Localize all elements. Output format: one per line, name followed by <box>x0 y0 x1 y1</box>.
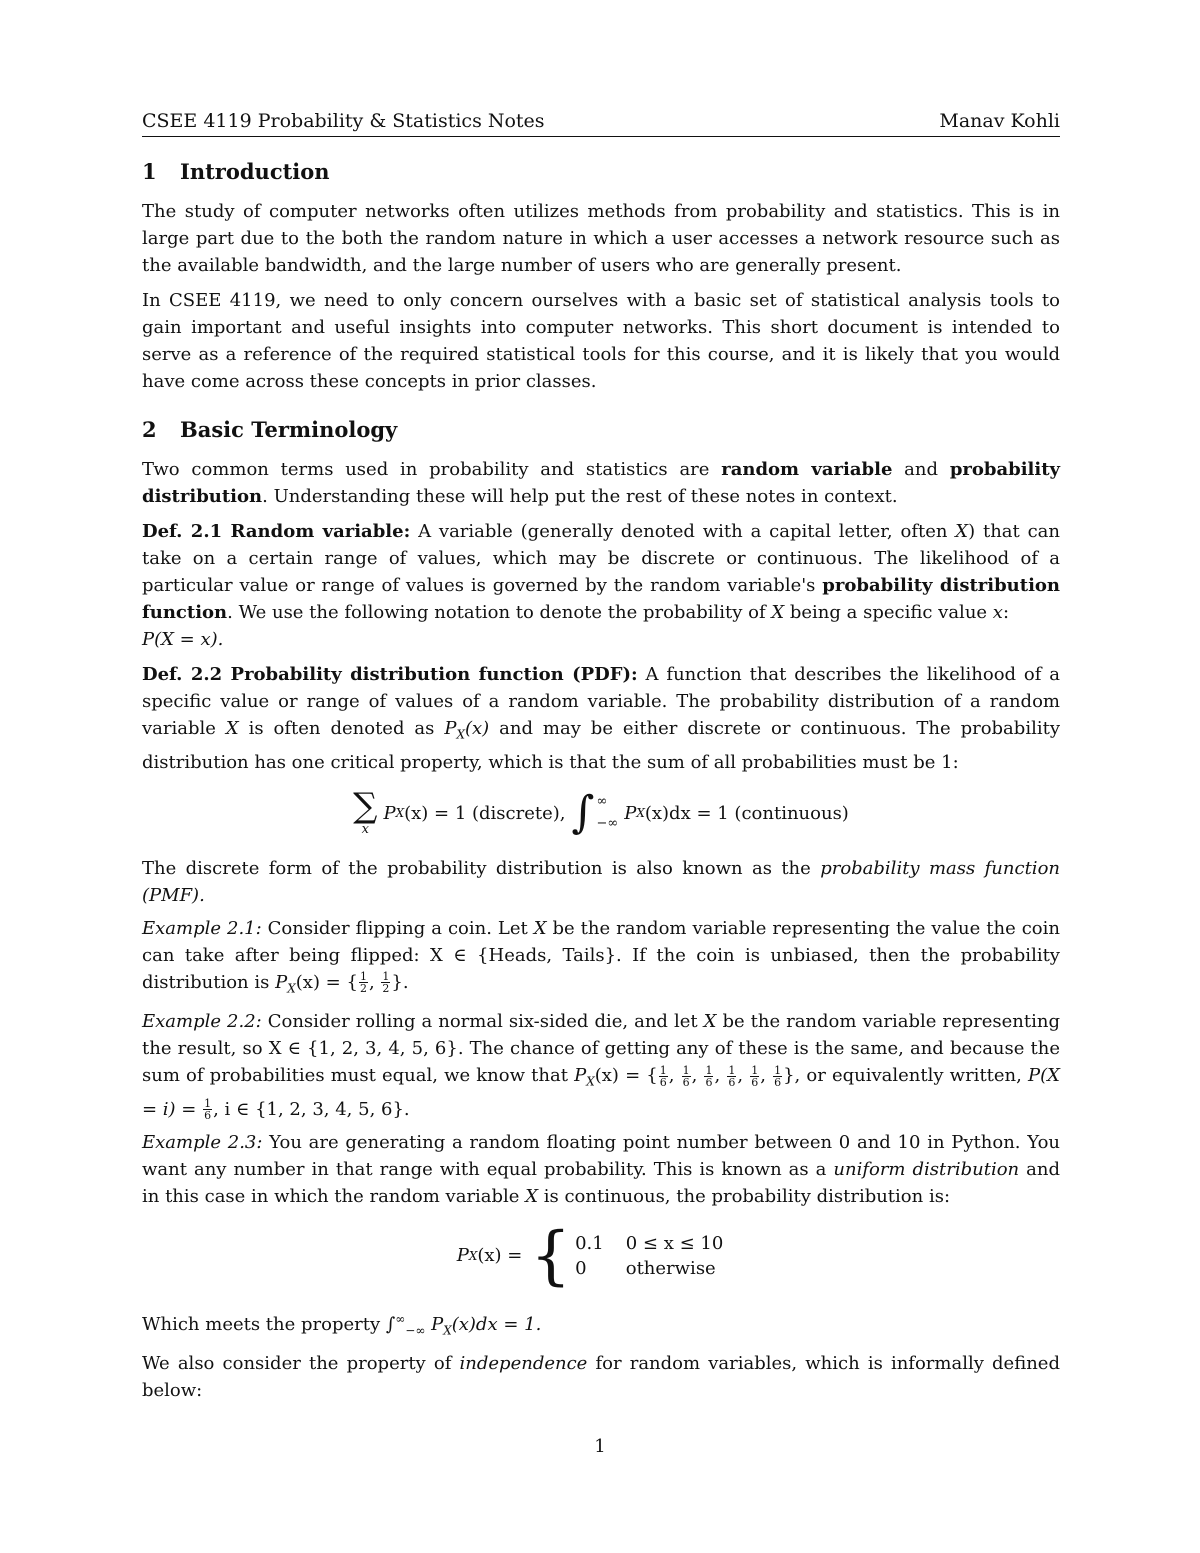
intro-paragraph-1: The study of computer networks often utilizes methods from probability and statistics. This is in large part due to the both the random nature in which a user accesses a network resource such as the available bandwidth, and the large number of users who are generally present. <box>142 201 1060 276</box>
text-run: You are generating a random floating point number between 0 and 10 in Python. You want any number in that range with equal probability. This is known as a <box>142 1131 1061 1180</box>
section-heading-basic-terminology <box>142 417 1060 442</box>
math-text: (x)dx = 1. <box>451 1313 542 1335</box>
math-sub: X <box>636 806 645 821</box>
bold-term: probability distribution function <box>142 575 1061 623</box>
denominator: 6 <box>659 1075 667 1089</box>
numerator: 1 <box>382 970 390 984</box>
numerator: 1 <box>659 1063 667 1077</box>
bold-term: random variable <box>721 459 893 480</box>
numerator: 1 <box>359 970 367 984</box>
text-run: Consider flipping a coin. Let <box>261 917 534 939</box>
definition-label: Def. 2.1 Random variable: <box>142 521 411 542</box>
text-run: A function that describes the likelihood of a specific value or range of values of a random variable. The probability distribution of a random variable <box>142 664 1060 739</box>
summation <box>353 785 378 837</box>
math-sub: X <box>395 806 405 821</box>
math-var: P <box>444 718 457 739</box>
case-value: 0 <box>575 1257 587 1279</box>
text-run: : <box>1002 602 1010 623</box>
cases-table <box>575 1231 745 1281</box>
pmf-paragraph <box>142 855 1060 909</box>
math-var: (x) <box>464 718 490 739</box>
separator: , <box>668 1065 681 1087</box>
fraction <box>704 1065 713 1088</box>
header-title: CSEE 4119 Probability & Statistics Notes <box>142 110 545 132</box>
page <box>142 110 1060 1412</box>
section-title: Basic Terminology <box>180 417 398 442</box>
math-text: (x) = { <box>594 1065 658 1087</box>
denominator: 6 <box>204 1109 212 1123</box>
fraction <box>750 1065 759 1088</box>
math-text: }. <box>391 971 409 993</box>
text-run: Two common terms used in probability and statistics are <box>142 459 722 480</box>
case-row <box>575 1231 745 1256</box>
text-run: . If the coin is unbiased, then the probability distribution is <box>142 944 1060 993</box>
math-sub: X <box>287 981 296 996</box>
math-var: X <box>533 917 547 939</box>
denominator: 2 <box>359 982 367 996</box>
denominator: 6 <box>751 1075 759 1089</box>
math-text: (x) = { <box>295 971 358 993</box>
header-author: Manav Kohli <box>939 110 1060 132</box>
integral <box>571 787 619 839</box>
example-coin <box>142 915 1060 1003</box>
integral-limits <box>596 791 618 835</box>
independence-paragraph <box>142 1350 1060 1404</box>
math-var: X <box>771 602 785 623</box>
math-var: P <box>574 1065 587 1087</box>
denominator: 6 <box>682 1075 690 1089</box>
italic-term: probability mass function (PMF). <box>142 857 1060 906</box>
math-sub: X <box>586 1074 595 1089</box>
section-title: Introduction <box>180 159 330 184</box>
numerator: 1 <box>751 1063 759 1077</box>
upper-limit: ∞ <box>596 794 608 810</box>
running-header <box>142 110 1060 137</box>
example-uniform <box>142 1129 1060 1210</box>
lower-limit: −∞ <box>596 816 619 832</box>
fraction <box>727 1065 736 1088</box>
math-sub: X <box>468 1248 478 1263</box>
section-number: 2 <box>142 417 157 442</box>
integral-symbol: ∫ <box>571 787 595 839</box>
fraction <box>773 1065 782 1088</box>
fraction <box>682 1065 691 1088</box>
fraction <box>381 971 390 994</box>
text-run: and <box>892 459 950 480</box>
section-number: 1 <box>142 159 157 184</box>
equation-normalization <box>142 785 1060 839</box>
numerator: 1 <box>682 1063 690 1077</box>
math-text: (x)dx = 1 (continuous) <box>644 802 849 824</box>
text-run: be the random variable representing the value the coin can take after being flipped: <box>142 917 1060 966</box>
text-run: is often denoted as <box>238 718 445 739</box>
example-label: Example 2.2: <box>142 1011 262 1033</box>
text-run: }, or equivalently written, <box>783 1065 1029 1087</box>
numerator: 1 <box>774 1063 782 1077</box>
math-var: P <box>383 802 396 824</box>
text-run: is continuous, the probability distribution is: <box>538 1185 951 1207</box>
fraction <box>659 1065 668 1088</box>
meets-property-paragraph <box>142 1306 1060 1345</box>
math-var: P <box>425 1313 444 1335</box>
case-value: 0.1 <box>575 1232 604 1254</box>
case-condition: 0 ≤ x ≤ 10 <box>625 1232 724 1254</box>
math-sub: X <box>456 727 465 742</box>
text-run: for random variables, which is informally defined below: <box>142 1353 1060 1402</box>
text-run: A variable (generally denoted with a capital letter, often <box>410 521 956 542</box>
numerator: 1 <box>705 1063 713 1077</box>
definition-random-variable <box>142 518 1060 653</box>
text-run: . The chance of getting any of these is the same, and because the sum of probabilities must equal, we know that <box>142 1038 1060 1087</box>
text-run: be the random variable representing the result, so <box>142 1011 1061 1060</box>
sum-symbol: ∑ <box>353 785 378 826</box>
case-condition: otherwise <box>625 1257 716 1279</box>
text-run: and in this case in which the random variable <box>142 1158 1061 1207</box>
text-run: and may be either discrete or continuous. The probability distribution has one critical property, which is that the sum of all probabilities must be 1: <box>142 718 1060 773</box>
sum-index: x <box>361 821 369 837</box>
separator: , <box>368 971 381 993</box>
math-var: X <box>703 1011 717 1033</box>
page-number: 1 <box>594 1436 606 1457</box>
numerator: 1 <box>728 1063 736 1077</box>
math-var: X <box>525 1185 539 1207</box>
math-var: P <box>624 802 637 824</box>
math-notation: P(X = x). <box>142 629 224 650</box>
math-sub: X <box>443 1323 452 1338</box>
math-text: (x) = <box>477 1245 523 1267</box>
math-set: X ∈ {Heads, Tails} <box>430 944 617 966</box>
case-row <box>575 1256 745 1281</box>
integral-symbol: ∫ <box>385 1313 396 1335</box>
terminology-paragraph <box>142 456 1060 510</box>
denominator: 6 <box>728 1075 736 1089</box>
separator: , <box>691 1065 704 1087</box>
example-label: Example 2.3: <box>142 1131 263 1153</box>
math-var: P <box>275 971 288 993</box>
fraction <box>203 1098 212 1121</box>
left-brace: { <box>530 1218 572 1293</box>
denominator: 6 <box>774 1075 782 1089</box>
example-die <box>142 1008 1060 1123</box>
lower-limit: −∞ <box>405 1323 426 1338</box>
math-text: (x) = 1 (discrete), <box>404 802 566 824</box>
intro-paragraph-2: In CSEE 4119, we need to only concern ourselves with a basic set of statistical analysis tools to gain important and useful insights into computer networks. This short document is intended to serve as a reference of the required statistical tools for this course, and it is likely that you would have come across these concepts in prior classes. <box>142 290 1060 392</box>
fraction <box>359 971 368 994</box>
definition-label: Def. 2.2 Probability distribution function (PDF): <box>142 664 638 685</box>
text-run: Consider rolling a normal six-sided die, and let <box>261 1011 704 1033</box>
bold-term: probability distribution <box>142 459 1061 507</box>
text-run: We also consider the property of <box>142 1353 460 1375</box>
upper-limit: ∞ <box>395 1311 406 1326</box>
italic-term: uniform distribution <box>833 1158 1020 1180</box>
numerator: 1 <box>204 1097 212 1111</box>
math-var: x <box>992 602 1003 623</box>
math-var: X <box>955 521 969 542</box>
text-run: ) that can take on a certain range of values, which may be discrete or continuous. The likelihood of a particular value or range of values is governed by the random variable's <box>142 521 1060 596</box>
math-var: X <box>225 718 239 739</box>
denominator: 2 <box>382 982 390 996</box>
example-label: Example 2.1: <box>142 917 262 939</box>
text-run: The discrete form of the probability distribution is also known as the <box>142 857 821 879</box>
text-run: . We use the following notation to denote the probability of <box>227 602 772 623</box>
math-px <box>444 718 490 742</box>
text-run: being a specific value <box>784 602 993 623</box>
italic-term: independence <box>459 1353 588 1375</box>
math-text: , i ∈ {1, 2, 3, 4, 5, 6}. <box>213 1098 410 1120</box>
definition-pdf <box>142 661 1060 776</box>
separator: , <box>737 1065 750 1087</box>
text-run: . Understanding these will help put the rest of these notes in context. <box>262 486 898 507</box>
section-heading-introduction <box>142 159 1060 184</box>
text-run: Which meets the property <box>142 1313 386 1335</box>
math-var: P <box>456 1245 469 1267</box>
equation-uniform-pdf <box>142 1218 1060 1293</box>
math-set: X ∈ {1, 2, 3, 4, 5, 6} <box>268 1038 458 1060</box>
separator: , <box>760 1065 773 1087</box>
separator: , <box>714 1065 727 1087</box>
math-text: P(X = i) = <box>142 1065 1060 1120</box>
piecewise-cases <box>522 1218 745 1293</box>
denominator: 6 <box>705 1075 713 1089</box>
